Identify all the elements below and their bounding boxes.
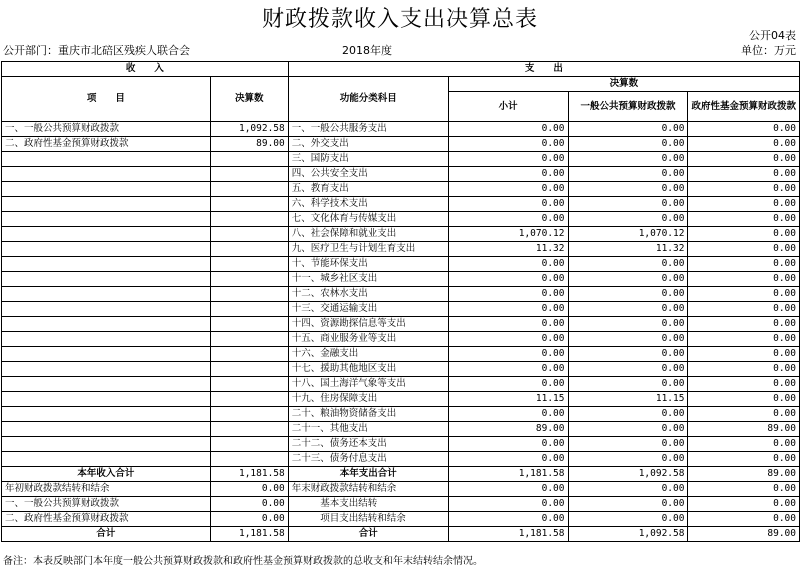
subtotal-cell: 0.00 (448, 182, 568, 197)
income-item-cell (2, 317, 211, 332)
function-category-header: 功能分类科目 (288, 77, 448, 122)
income-item-cell (2, 347, 211, 362)
fund-budget-cell: 0.00 (688, 437, 800, 452)
subtotal-cell: 0.00 (448, 347, 568, 362)
income-item-cell (2, 362, 211, 377)
table-row (2, 212, 800, 227)
general-budget-header: 一般公共预算财政拨款 (568, 92, 688, 122)
income-value-cell (210, 272, 288, 287)
general-budget-cell: 0.00 (568, 137, 688, 152)
footnote: 备注：本表反映部门本年度一般公共预算财政拨款和政府性基金预算财政拨款的总收支和年末结转结余情况。 (3, 556, 483, 567)
function-category-cell: 五、教育支出 (288, 182, 448, 197)
income-value-cell (210, 152, 288, 167)
general-budget-cell: 0.00 (568, 287, 688, 302)
income-value-cell (210, 302, 288, 317)
table-row (2, 227, 800, 242)
fund-budget-cell: 89.00 (688, 527, 800, 542)
fund-budget-cell: 0.00 (688, 332, 800, 347)
income-value-cell: 0.00 (210, 497, 288, 512)
income-item-cell (2, 272, 211, 287)
page-title: 财政拨款收入支出决算总表 (261, 7, 538, 32)
general-budget-cell: 0.00 (568, 152, 688, 167)
function-category-cell: 十一、城乡社区支出 (288, 272, 448, 287)
subtotal-cell: 0.00 (448, 377, 568, 392)
function-category-cell: 十三、交通运输支出 (288, 302, 448, 317)
subtotal-cell: 1,070.12 (448, 227, 568, 242)
function-category-cell: 十九、住房保障支出 (288, 392, 448, 407)
fund-budget-cell: 0.00 (688, 167, 800, 182)
income-item-cell: 二、政府性基金预算财政拨款 (2, 512, 211, 527)
fund-budget-cell: 0.00 (688, 362, 800, 377)
income-item-cell (2, 257, 211, 272)
function-category-cell: 本年支出合计 (288, 467, 448, 482)
income-item-cell (2, 437, 211, 452)
table-row (2, 242, 800, 257)
fund-budget-cell: 0.00 (688, 347, 800, 362)
function-category-cell: 二十三、债务付息支出 (288, 452, 448, 467)
function-category-cell: 十、节能环保支出 (288, 257, 448, 272)
fund-budget-cell: 0.00 (688, 227, 800, 242)
income-item-cell (2, 242, 211, 257)
subtotal-cell: 11.15 (448, 392, 568, 407)
table-row (2, 302, 800, 317)
table-row (2, 527, 800, 542)
subtotal-cell: 0.00 (448, 302, 568, 317)
subtotal-cell: 0.00 (448, 287, 568, 302)
table-row (2, 182, 800, 197)
unit-label: 单位：万元 (741, 44, 796, 57)
income-value-cell (210, 392, 288, 407)
fund-budget-cell: 0.00 (688, 512, 800, 527)
table-row (2, 377, 800, 392)
general-budget-cell: 0.00 (568, 212, 688, 227)
expense-final-header: 决算数 (448, 77, 799, 92)
fund-budget-header: 政府性基金预算财政拨款 (688, 92, 800, 122)
fund-budget-cell: 0.00 (688, 407, 800, 422)
income-header: 收 入 (2, 62, 289, 77)
income-item-cell (2, 227, 211, 242)
table-row (2, 137, 800, 152)
function-category-cell: 十七、援助其他地区支出 (288, 362, 448, 377)
general-budget-cell: 0.00 (568, 332, 688, 347)
function-category-cell: 一、一般公共服务支出 (288, 122, 448, 137)
item-header: 项 目 (2, 77, 211, 122)
function-category-cell: 十八、国土海洋气象等支出 (288, 377, 448, 392)
income-value-cell: 1,181.58 (210, 467, 288, 482)
general-budget-cell: 0.00 (568, 452, 688, 467)
general-budget-cell: 0.00 (568, 482, 688, 497)
fund-budget-cell: 0.00 (688, 272, 800, 287)
function-category-cell: 十四、资源勘探信息等支出 (288, 317, 448, 332)
fund-budget-cell: 0.00 (688, 497, 800, 512)
income-item-cell (2, 392, 211, 407)
income-item-cell (2, 422, 211, 437)
fund-budget-cell: 89.00 (688, 422, 800, 437)
income-item-cell (2, 377, 211, 392)
function-category-cell: 项目支出结转和结余 (288, 512, 448, 527)
income-item-cell: 一、一般公共预算财政拨款 (2, 122, 211, 137)
subtotal-cell: 0.00 (448, 122, 568, 137)
income-value-cell: 89.00 (210, 137, 288, 152)
subtotal-cell: 1,181.58 (448, 467, 568, 482)
fund-budget-cell: 0.00 (688, 287, 800, 302)
general-budget-cell: 0.00 (568, 317, 688, 332)
income-value-cell (210, 317, 288, 332)
income-value-cell (210, 167, 288, 182)
income-value-cell (210, 347, 288, 362)
income-value-cell: 1,181.58 (210, 527, 288, 542)
general-budget-cell: 0.00 (568, 497, 688, 512)
function-category-cell: 三、国防支出 (288, 152, 448, 167)
subtotal-header: 小计 (448, 92, 568, 122)
subtotal-cell: 0.00 (448, 482, 568, 497)
table-row (2, 272, 800, 287)
table-row (2, 497, 800, 512)
form-code: 公开04表 (749, 29, 796, 42)
table-row (2, 362, 800, 377)
table-row (2, 317, 800, 332)
table-row (2, 512, 800, 527)
income-value-cell (210, 437, 288, 452)
function-category-cell: 二十一、其他支出 (288, 422, 448, 437)
function-category-cell: 八、社会保障和就业支出 (288, 227, 448, 242)
table-row (2, 257, 800, 272)
fund-budget-cell: 0.00 (688, 452, 800, 467)
fund-budget-cell: 0.00 (688, 317, 800, 332)
fund-budget-cell: 0.00 (688, 377, 800, 392)
function-category-cell: 七、文化体育与传媒支出 (288, 212, 448, 227)
income-final-header: 决算数 (210, 77, 288, 122)
subtotal-cell: 0.00 (448, 317, 568, 332)
fund-budget-cell: 0.00 (688, 257, 800, 272)
general-budget-cell: 0.00 (568, 257, 688, 272)
function-category-cell: 十六、金融支出 (288, 347, 448, 362)
fiscal-year: 2018年度 (342, 44, 392, 57)
general-budget-cell: 0.00 (568, 347, 688, 362)
income-item-cell (2, 302, 211, 317)
subtotal-cell: 0.00 (448, 137, 568, 152)
function-category-cell: 六、科学技术支出 (288, 197, 448, 212)
income-value-cell: 0.00 (210, 512, 288, 527)
function-category-cell: 四、公共安全支出 (288, 167, 448, 182)
subtotal-cell: 0.00 (448, 437, 568, 452)
subtotal-cell: 89.00 (448, 422, 568, 437)
expense-header: 支 出 (288, 62, 799, 77)
general-budget-cell: 0.00 (568, 362, 688, 377)
general-budget-cell: 11.32 (568, 242, 688, 257)
fund-budget-cell: 0.00 (688, 242, 800, 257)
budget-table (1, 61, 800, 542)
table-row (2, 482, 800, 497)
income-item-cell (2, 452, 211, 467)
subtotal-cell: 0.00 (448, 452, 568, 467)
subtotal-cell: 0.00 (448, 512, 568, 527)
fund-budget-cell: 0.00 (688, 182, 800, 197)
subtotal-cell: 0.00 (448, 272, 568, 287)
subtotal-cell: 0.00 (448, 167, 568, 182)
function-category-cell: 基本支出结转 (288, 497, 448, 512)
income-item-cell (2, 407, 211, 422)
table-row (2, 407, 800, 422)
function-category-cell: 二、外交支出 (288, 137, 448, 152)
subtotal-cell: 0.00 (448, 362, 568, 377)
general-budget-cell: 1,092.58 (568, 467, 688, 482)
subtotal-cell: 0.00 (448, 332, 568, 347)
fund-budget-cell: 0.00 (688, 152, 800, 167)
income-value-cell: 0.00 (210, 482, 288, 497)
income-value-cell (210, 407, 288, 422)
income-item-cell (2, 212, 211, 227)
income-value-cell (210, 362, 288, 377)
general-budget-cell: 0.00 (568, 167, 688, 182)
fund-budget-cell: 0.00 (688, 302, 800, 317)
subtotal-cell: 0.00 (448, 257, 568, 272)
fund-budget-cell: 0.00 (688, 392, 800, 407)
general-budget-cell: 0.00 (568, 437, 688, 452)
income-value-cell (210, 422, 288, 437)
income-value-cell (210, 212, 288, 227)
income-value-cell (210, 257, 288, 272)
function-category-cell: 年末财政拨款结转和结余 (288, 482, 448, 497)
general-budget-cell: 0.00 (568, 182, 688, 197)
table-row (2, 332, 800, 347)
subtotal-cell: 0.00 (448, 407, 568, 422)
function-category-cell: 十五、商业服务业等支出 (288, 332, 448, 347)
income-item-cell (2, 332, 211, 347)
income-item-cell (2, 152, 211, 167)
subtotal-cell: 0.00 (448, 197, 568, 212)
income-value-cell (210, 452, 288, 467)
income-item-cell: 一、一般公共预算财政拨款 (2, 497, 211, 512)
income-item-cell: 年初财政拨款结转和结余 (2, 482, 211, 497)
income-item-cell (2, 197, 211, 212)
general-budget-cell: 0.00 (568, 272, 688, 287)
income-item-cell: 合计 (2, 527, 211, 542)
function-category-cell: 二十二、债务还本支出 (288, 437, 448, 452)
table-row (2, 287, 800, 302)
table-row (2, 122, 800, 137)
general-budget-cell: 0.00 (568, 512, 688, 527)
income-value-cell (210, 182, 288, 197)
income-value-cell (210, 242, 288, 257)
function-category-cell: 十二、农林水支出 (288, 287, 448, 302)
table-row (2, 452, 800, 467)
income-value-cell (210, 377, 288, 392)
income-item-cell (2, 167, 211, 182)
income-value-cell (210, 332, 288, 347)
function-category-cell: 二十、粮油物资储备支出 (288, 407, 448, 422)
fund-budget-cell: 0.00 (688, 482, 800, 497)
general-budget-cell: 11.15 (568, 392, 688, 407)
table-row (2, 197, 800, 212)
function-category-cell: 九、医疗卫生与计划生育支出 (288, 242, 448, 257)
general-budget-cell: 1,092.58 (568, 527, 688, 542)
income-item-cell (2, 287, 211, 302)
function-category-cell: 合计 (288, 527, 448, 542)
general-budget-cell: 0.00 (568, 377, 688, 392)
table-row (2, 167, 800, 182)
general-budget-cell: 0.00 (568, 422, 688, 437)
subtotal-cell: 11.32 (448, 242, 568, 257)
income-value-cell (210, 227, 288, 242)
income-value-cell (210, 197, 288, 212)
income-item-cell (2, 182, 211, 197)
fund-budget-cell: 0.00 (688, 212, 800, 227)
fund-budget-cell: 0.00 (688, 137, 800, 152)
general-budget-cell: 0.00 (568, 302, 688, 317)
table-row (2, 152, 800, 167)
table-row (2, 437, 800, 452)
income-item-cell: 本年收入合计 (2, 467, 211, 482)
subtotal-cell: 0.00 (448, 152, 568, 167)
table-row (2, 347, 800, 362)
table-row (2, 422, 800, 437)
general-budget-cell: 0.00 (568, 122, 688, 137)
subtotal-cell: 0.00 (448, 212, 568, 227)
income-value-cell: 1,092.58 (210, 122, 288, 137)
fund-budget-cell: 89.00 (688, 467, 800, 482)
fund-budget-cell: 0.00 (688, 122, 800, 137)
general-budget-cell: 0.00 (568, 407, 688, 422)
income-item-cell: 二、政府性基金预算财政拨款 (2, 137, 211, 152)
department-label: 公开部门：重庆市北碚区残疾人联合会 (3, 44, 190, 57)
general-budget-cell: 1,070.12 (568, 227, 688, 242)
fund-budget-cell: 0.00 (688, 197, 800, 212)
table-row (2, 467, 800, 482)
income-value-cell (210, 287, 288, 302)
subtotal-cell: 1,181.58 (448, 527, 568, 542)
table-row (2, 392, 800, 407)
subtotal-cell: 0.00 (448, 497, 568, 512)
general-budget-cell: 0.00 (568, 197, 688, 212)
